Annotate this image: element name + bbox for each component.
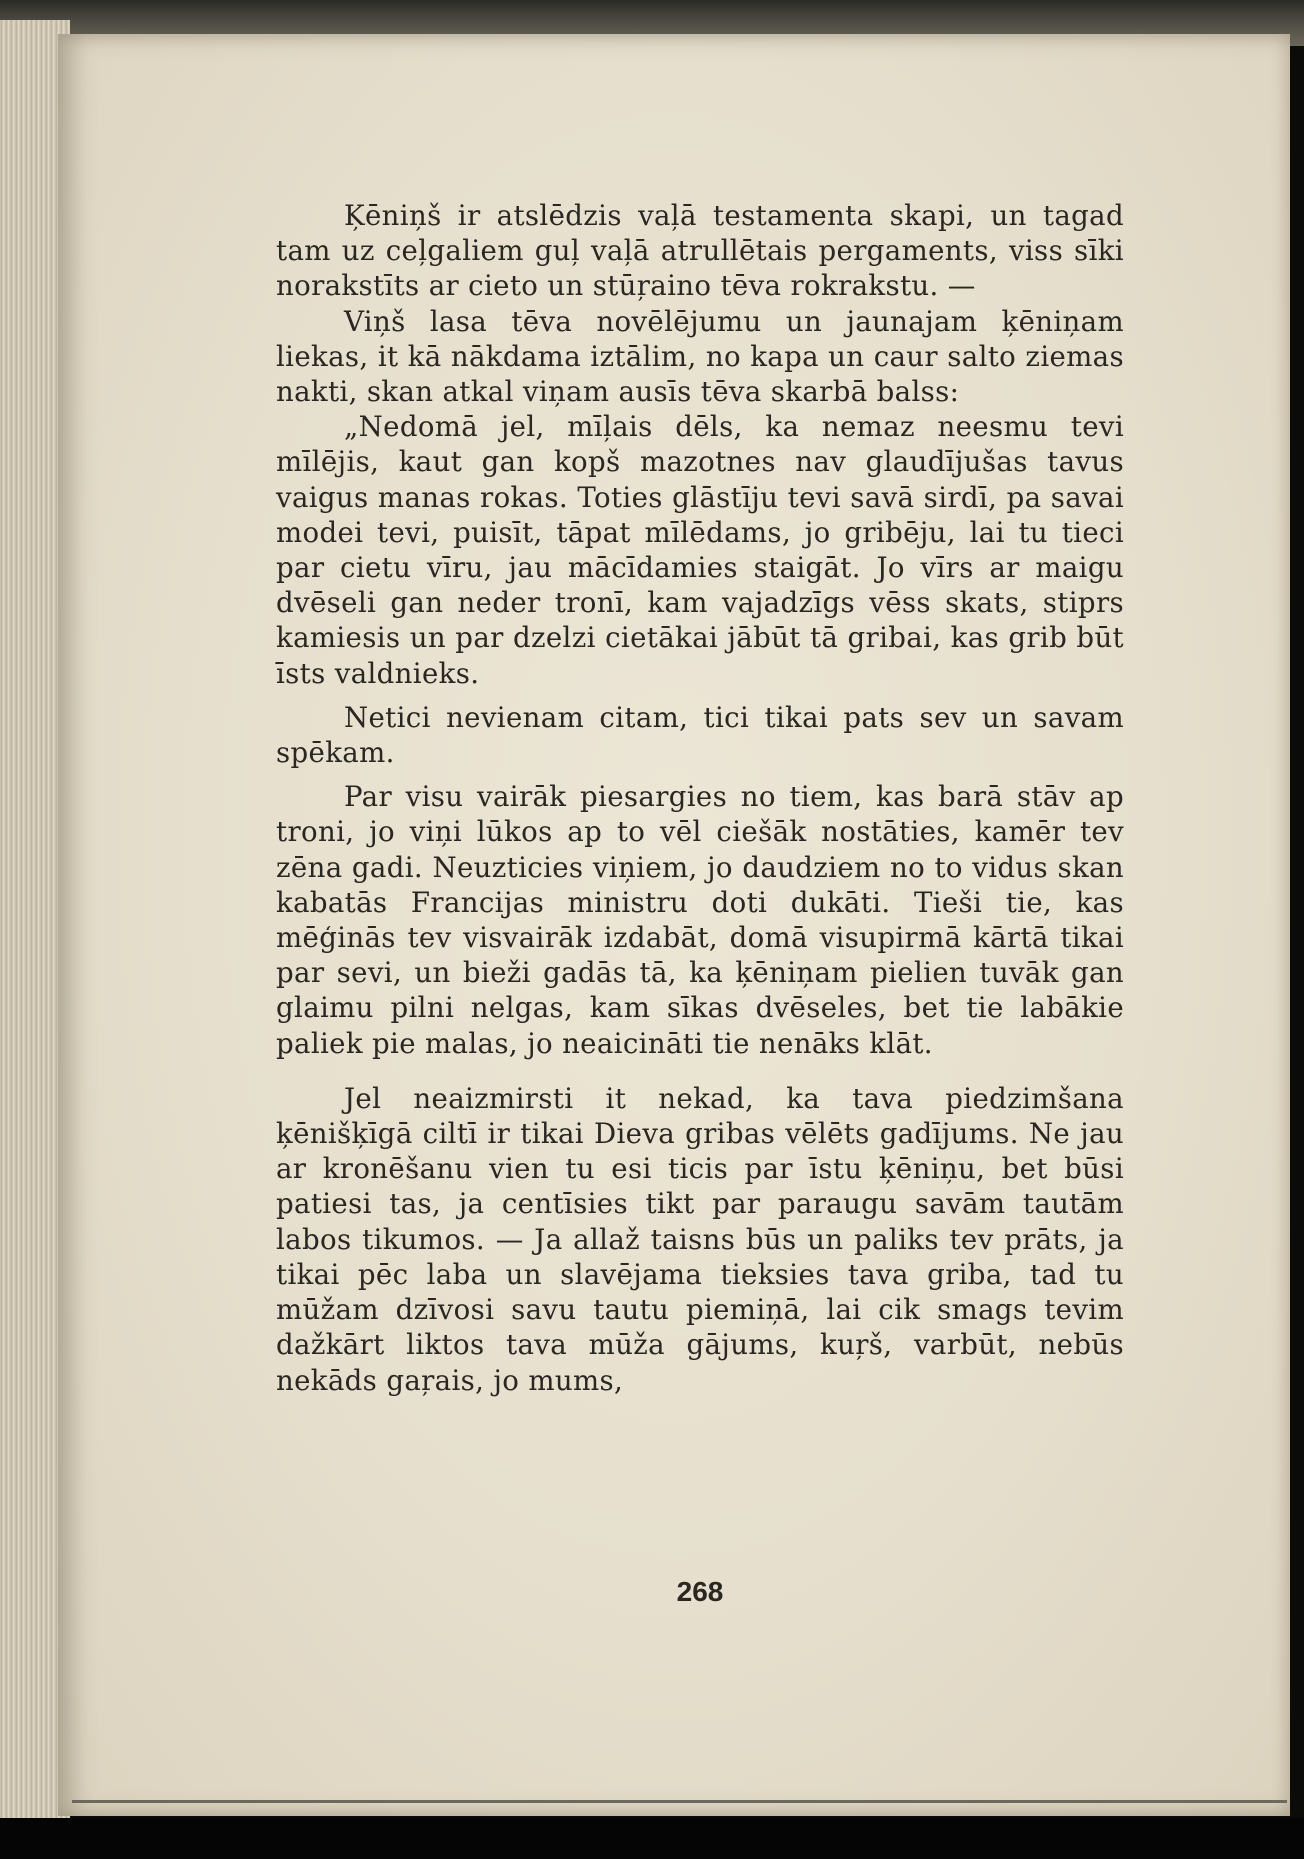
page-number: 268 bbox=[676, 1576, 724, 1607]
page-bottom-rule bbox=[72, 1800, 1287, 1803]
paragraph-6: Jel neaizmirsti it nekad, ka tava piedzimšana ķēnišķīgā ciltī ir tikai Dieva gribas vēlēts gadījums. Ne jau ar kronēšanu vien tu esi ticis par īstu ķēniņu, bet būsi patiesi tas, ja centīsies tikt par paraugu savām tautām labos tikumos. — Ja allaž taisns būs un paliks tev prāts, ja tikai pēc laba un slavējama tieksies tava griba, tad tu mūžam dzīvosi savu tautu piemiņā, lai cik smags tevim dažkārt liktos tava mūža gājums, kuŗš, varbūt, nebūs nekāds gaŗais, jo mums, bbox=[276, 1081, 1124, 1397]
book-bottom-edge bbox=[0, 1818, 1304, 1859]
paragraph-3: „Nedomā jel, mīļais dēls, ka nemaz neesmu tevi mīlējis, kaut gan kopš mazotnes nav glaudījušas tavus vaigus manas rokas. Toties glāstīju tevi savā sirdī, pa savai modei tevi, puisīt, tāpat mīlēdams, jo gribēju, lai tu tieci par cietu vīru, jau mācīdamies staigāt. Jo vīrs ar maigu dvēseli gan neder tronī, kam vajadzīgs vēss skats, stiprs kamiesis un par dzelzi cietākai jābūt tā gribai, kas grib būt īsts valdnieks. bbox=[276, 410, 1124, 690]
paragraph-5: Par visu vairāk piesargies no tiem, kas barā stāv ap troni, jo viņi lūkos ap to vēl ciešāk nostāties, kamēr tev zēna gadi. Neuzticies viņiem, jo daudziem no to vidus skan kabatās Francijas ministru doti dukāti. Tieši tie, kas mēģinās tev visvairāk izdabāt, domā visupirmā kārtā tikai par sevi, un bieži gadās tā, ka ķēniņam pielien tuvāk gan glaimu pilni nelgas, kam sīkas dvēseles, bet tie labākie paliek pie malas, jo neaicināti tie nenāks klāt. bbox=[276, 780, 1124, 1060]
paragraph-1: Ķēniņš ir atslēdzis vaļā testamenta skapi, un tagad tam uz ceļgaliem guļ vaļā atrullētais pergaments, viss sīki norakstīts ar cieto un stūŗaino tēva rokrakstu. — bbox=[276, 199, 1124, 303]
paragraph-4: Netici nevienam citam, tici tikai pats sev un savam spēkam. bbox=[276, 700, 1124, 770]
body-text bbox=[276, 198, 1124, 1398]
paragraph-2: Viņš lasa tēva novēlējumu un jaunajam ķēniņam liekas, it kā nākdama iztālim, no kapa un caur salto ziemas nakti, skan atkal viņam ausīs tēva skarbā balss: bbox=[276, 304, 1124, 409]
